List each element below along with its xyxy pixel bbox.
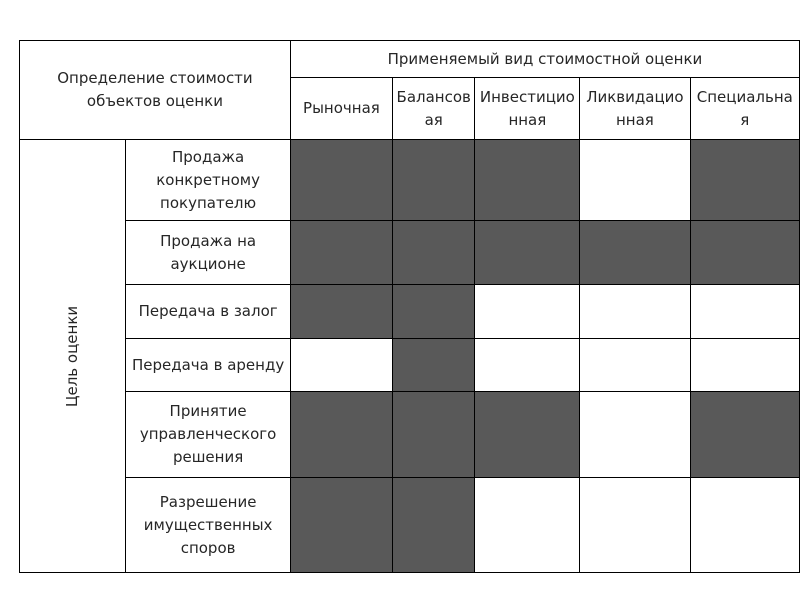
corner-header: Определение стоимости объектов оценки bbox=[20, 41, 291, 140]
table-row bbox=[20, 221, 800, 285]
matrix-cell bbox=[392, 285, 475, 339]
group-header: Применяемый вид стоимостной оценки bbox=[290, 41, 799, 78]
row-label: Принятие управленческого решения bbox=[126, 392, 291, 478]
row-label: Продажа на аукционе bbox=[126, 221, 291, 285]
table-row bbox=[20, 392, 800, 478]
matrix-cell bbox=[392, 478, 475, 573]
matrix-cell bbox=[475, 478, 580, 573]
matrix-cell bbox=[580, 339, 690, 392]
matrix-cell bbox=[392, 392, 475, 478]
row-label: Передача в залог bbox=[126, 285, 291, 339]
matrix-cell bbox=[290, 478, 392, 573]
matrix-cell bbox=[580, 392, 690, 478]
table-row bbox=[20, 140, 800, 221]
row-label: Продажа конкретному покупателю bbox=[126, 140, 291, 221]
matrix-cell bbox=[475, 339, 580, 392]
col-header-investment: Инвестиционная bbox=[475, 78, 580, 140]
matrix-cell bbox=[290, 221, 392, 285]
col-header-market: Рыночная bbox=[290, 78, 392, 140]
side-label: Цель оценки bbox=[63, 305, 82, 407]
matrix-cell bbox=[290, 285, 392, 339]
matrix-cell bbox=[690, 478, 799, 573]
row-label: Разрешение имущественных споров bbox=[126, 478, 291, 573]
valuation-matrix-table bbox=[19, 40, 800, 573]
matrix-cell bbox=[690, 392, 799, 478]
col-header-liquidation: Ликвидационная bbox=[580, 78, 690, 140]
matrix-cell bbox=[580, 285, 690, 339]
matrix-cell bbox=[392, 221, 475, 285]
side-label-cell bbox=[20, 140, 126, 573]
table-row bbox=[20, 478, 800, 573]
matrix-cell bbox=[580, 478, 690, 573]
matrix-cell bbox=[580, 221, 690, 285]
matrix-cell bbox=[290, 339, 392, 392]
matrix-cell bbox=[475, 140, 580, 221]
matrix-cell bbox=[475, 392, 580, 478]
table-row bbox=[20, 339, 800, 392]
table-row bbox=[20, 285, 800, 339]
matrix-cell bbox=[392, 140, 475, 221]
row-label: Передача в аренду bbox=[126, 339, 291, 392]
matrix-cell bbox=[690, 221, 799, 285]
matrix-cell bbox=[690, 285, 799, 339]
matrix-cell bbox=[290, 392, 392, 478]
col-header-balance: Балансовая bbox=[392, 78, 475, 140]
col-header-special: Специальная bbox=[690, 78, 799, 140]
matrix-cell bbox=[392, 339, 475, 392]
matrix-cell bbox=[475, 285, 580, 339]
matrix-cell bbox=[690, 339, 799, 392]
matrix-cell bbox=[475, 221, 580, 285]
matrix-cell bbox=[290, 140, 392, 221]
matrix-cell bbox=[690, 140, 799, 221]
matrix-cell bbox=[580, 140, 690, 221]
